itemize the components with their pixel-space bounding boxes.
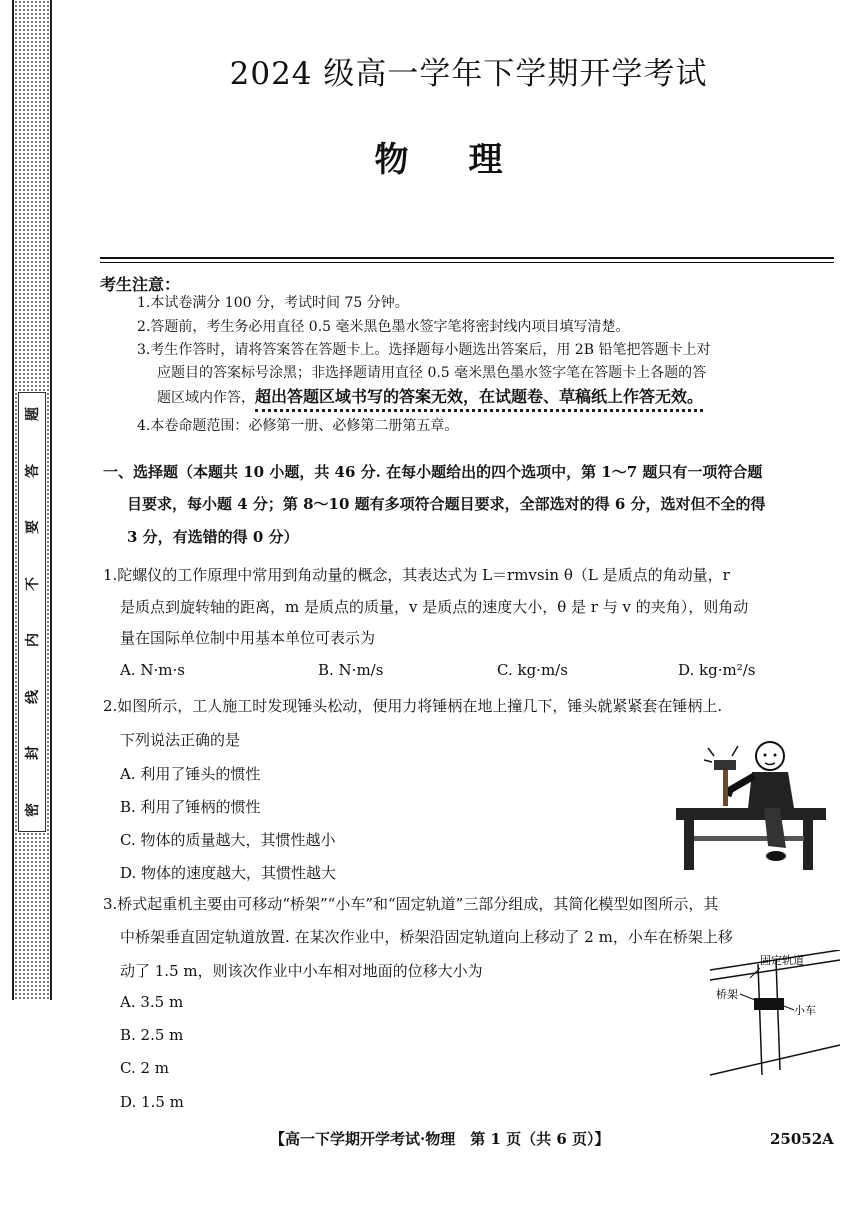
notice-heading: 考生注意： <box>100 275 181 294</box>
subject-title: 物理 <box>374 140 563 180</box>
question-3-cont: 动了 1.5 m，则该次作业中小车相对地面的位移大小为 <box>120 962 483 980</box>
notice-item-4: 4.本卷命题范围：必修第一册、必修第二册第五章。 <box>137 418 459 434</box>
question-2-cont: 下列说法正确的是 <box>120 731 241 749</box>
notice-item-3-cont <box>157 387 703 408</box>
seal-char: 不 <box>25 576 41 591</box>
q3-option-b: B. 2.5 m <box>120 1026 184 1044</box>
notice-item-2: 2.答题前，考生务必用直径 0.5 毫米黑色墨水签字笔将密封线内项目填写清楚。 <box>137 319 630 335</box>
question-2: 2.如图所示，工人施工时发现锤头松动，便用力将锤柄在地上撞几下，锤头就紧紧套在锤柄上. <box>103 697 723 715</box>
rail-label: 固定轨道 <box>760 954 804 967</box>
question-1-cont: 量在国际单位制中用基本单位可表示为 <box>120 629 376 647</box>
seal-char: 要 <box>25 520 41 535</box>
section-heading-cont: 3 分，有选错的得 0 分） <box>127 528 299 546</box>
section-heading: 一、选择题（本题共 10 小题，共 46 分. 在每小题给出的四个选项中，第 1～7 题只有一项符合题 <box>103 463 763 481</box>
bridge-crane-diagram <box>690 950 850 1085</box>
seal-label <box>18 392 46 832</box>
q2-option-b: B. 利用了锤柄的惯性 <box>120 798 261 816</box>
q1-option-a: A. N·m·s <box>120 661 185 679</box>
section-heading-cont: 目要求，每小题 4 分；第 8～10 题有多项符合题目要求，全部选对的得 6 分，选对但不全的得 <box>127 495 766 513</box>
divider <box>100 257 834 259</box>
worker-hammer-illustration <box>668 736 833 876</box>
notice-warning: 超出答题区域书写的答案无效，在试题卷、草稿纸上作答无效。 <box>255 387 703 412</box>
seal-char: 线 <box>25 689 41 704</box>
cart-label: 小车 <box>794 1004 816 1017</box>
seal-char: 题 <box>25 407 41 421</box>
q1-option-b: B. N·m/s <box>318 661 384 679</box>
exam-title: 2024 级高一学年下学期开学考试 <box>229 56 708 92</box>
q3-option-d: D. 1.5 m <box>120 1093 184 1111</box>
seal-char: 封 <box>25 746 41 761</box>
seal-char: 内 <box>25 633 41 648</box>
q2-option-d: D. 物体的速度越大，其惯性越大 <box>120 864 337 882</box>
exam-code: 25052A <box>770 1130 834 1148</box>
question-1-cont: 是质点到旋转轴的距离，m 是质点的质量，v 是质点的速度大小，θ 是 r 与 v 的夹角），则角动 <box>120 598 749 616</box>
seal-char: 密 <box>25 802 41 817</box>
notice-item-3-cont: 应题目的答案标号涂黑；非选择题请用直径 0.5 毫米黑色墨水签字笔在答题卡上各题的答 <box>157 365 707 381</box>
bridge-label: 桥架 <box>716 988 738 1001</box>
q3-option-a: A. 3.5 m <box>120 993 184 1011</box>
question-3: 3.桥式起重机主要由可移动“桥架”“小车”和“固定轨道”三部分组成，其简化模型如图所示，其 <box>103 895 719 913</box>
divider <box>100 262 834 263</box>
q1-option-c: C. kg·m/s <box>497 661 568 679</box>
q2-option-c: C. 物体的质量越大，其惯性越小 <box>120 831 336 849</box>
q3-option-c: C. 2 m <box>120 1059 170 1077</box>
seal-char: 答 <box>25 463 41 478</box>
notice-item-1: 1.本试卷满分 100 分，考试时间 75 分钟。 <box>137 295 409 311</box>
notice-item-3: 3.考生作答时，请将答案答在答题卡上。选择题每小题选出答案后，用 2B 铅笔把答题卡上对 <box>137 342 711 358</box>
q2-option-a: A. 利用了锤头的惯性 <box>120 765 261 783</box>
question-3-cont: 中桥架垂直固定轨道放置. 在某次作业中，桥架沿固定轨道向上移动了 2 m，小车在桥架上移 <box>120 928 733 946</box>
q1-option-d: D. kg·m²/s <box>678 661 756 679</box>
notice-text: 题区域内作答， <box>157 390 255 406</box>
page-footer: 【高一下学期开学考试·物理 第 1 页（共 6 页）】 <box>270 1130 610 1148</box>
question-1: 1.陀螺仪的工作原理中常用到角动量的概念，其表达式为 L＝rmvsin θ（L 是质点的角动量，r <box>103 566 730 584</box>
